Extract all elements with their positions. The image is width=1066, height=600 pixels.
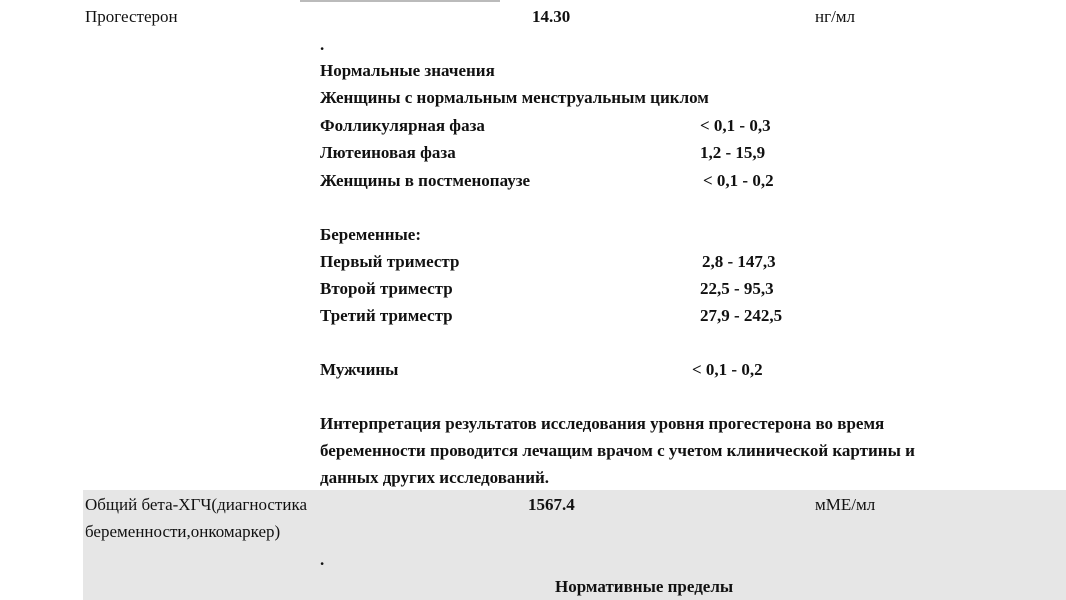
norm-range: < 0,1 - 0,3 (700, 116, 771, 135)
test-name-progesterone: Прогестерон (85, 7, 178, 26)
norm-label: Первый триместр (320, 252, 460, 271)
norm-label: Фолликулярная фаза (320, 116, 485, 135)
group-women-cycle: Женщины с нормальным менструальным циклом (320, 88, 709, 107)
norm-range-men: < 0,1 - 0,2 (692, 360, 763, 379)
norms-title-hcg: Нормативные пределы (555, 577, 734, 596)
norm-range: 1,2 - 15,9 (700, 143, 766, 162)
top-border-fragment (300, 0, 500, 2)
test-name-hcg-line2: беременности,онкомаркер) (85, 522, 281, 541)
interpretation-line: беременности проводится лечащим врачом с учетом клинической картины и (320, 441, 915, 460)
result-value-hcg: 1567.4 (528, 495, 575, 514)
norm-label-men: Мужчины (320, 360, 399, 379)
dot-marker: . (320, 35, 325, 54)
unit-hcg: мМЕ/мл (815, 495, 876, 514)
norm-label: Второй триместр (320, 279, 453, 298)
test-name-hcg-line1: Общий бета-ХГЧ(диагностика (85, 495, 307, 514)
interpretation-line: данных других исследований. (320, 468, 550, 487)
norm-label: Женщины в постменопаузе (320, 171, 531, 190)
norm-range: 2,8 - 147,3 (702, 252, 776, 271)
result-value-progesterone: 14.30 (532, 7, 571, 26)
unit-progesterone: нг/мл (815, 7, 856, 26)
norms-title: Нормальные значения (320, 61, 495, 80)
norm-range: < 0,1 - 0,2 (703, 171, 774, 190)
norm-label: Третий триместр (320, 306, 453, 325)
interpretation-line: Интерпретация результатов исследования уровня прогестерона во время (320, 414, 885, 433)
group-pregnant: Беременные: (320, 225, 421, 244)
norm-label: Лютеиновая фаза (320, 143, 456, 162)
dot-marker: . (320, 550, 325, 569)
norm-range: 27,9 - 242,5 (700, 306, 783, 325)
norm-range: 22,5 - 95,3 (700, 279, 774, 298)
